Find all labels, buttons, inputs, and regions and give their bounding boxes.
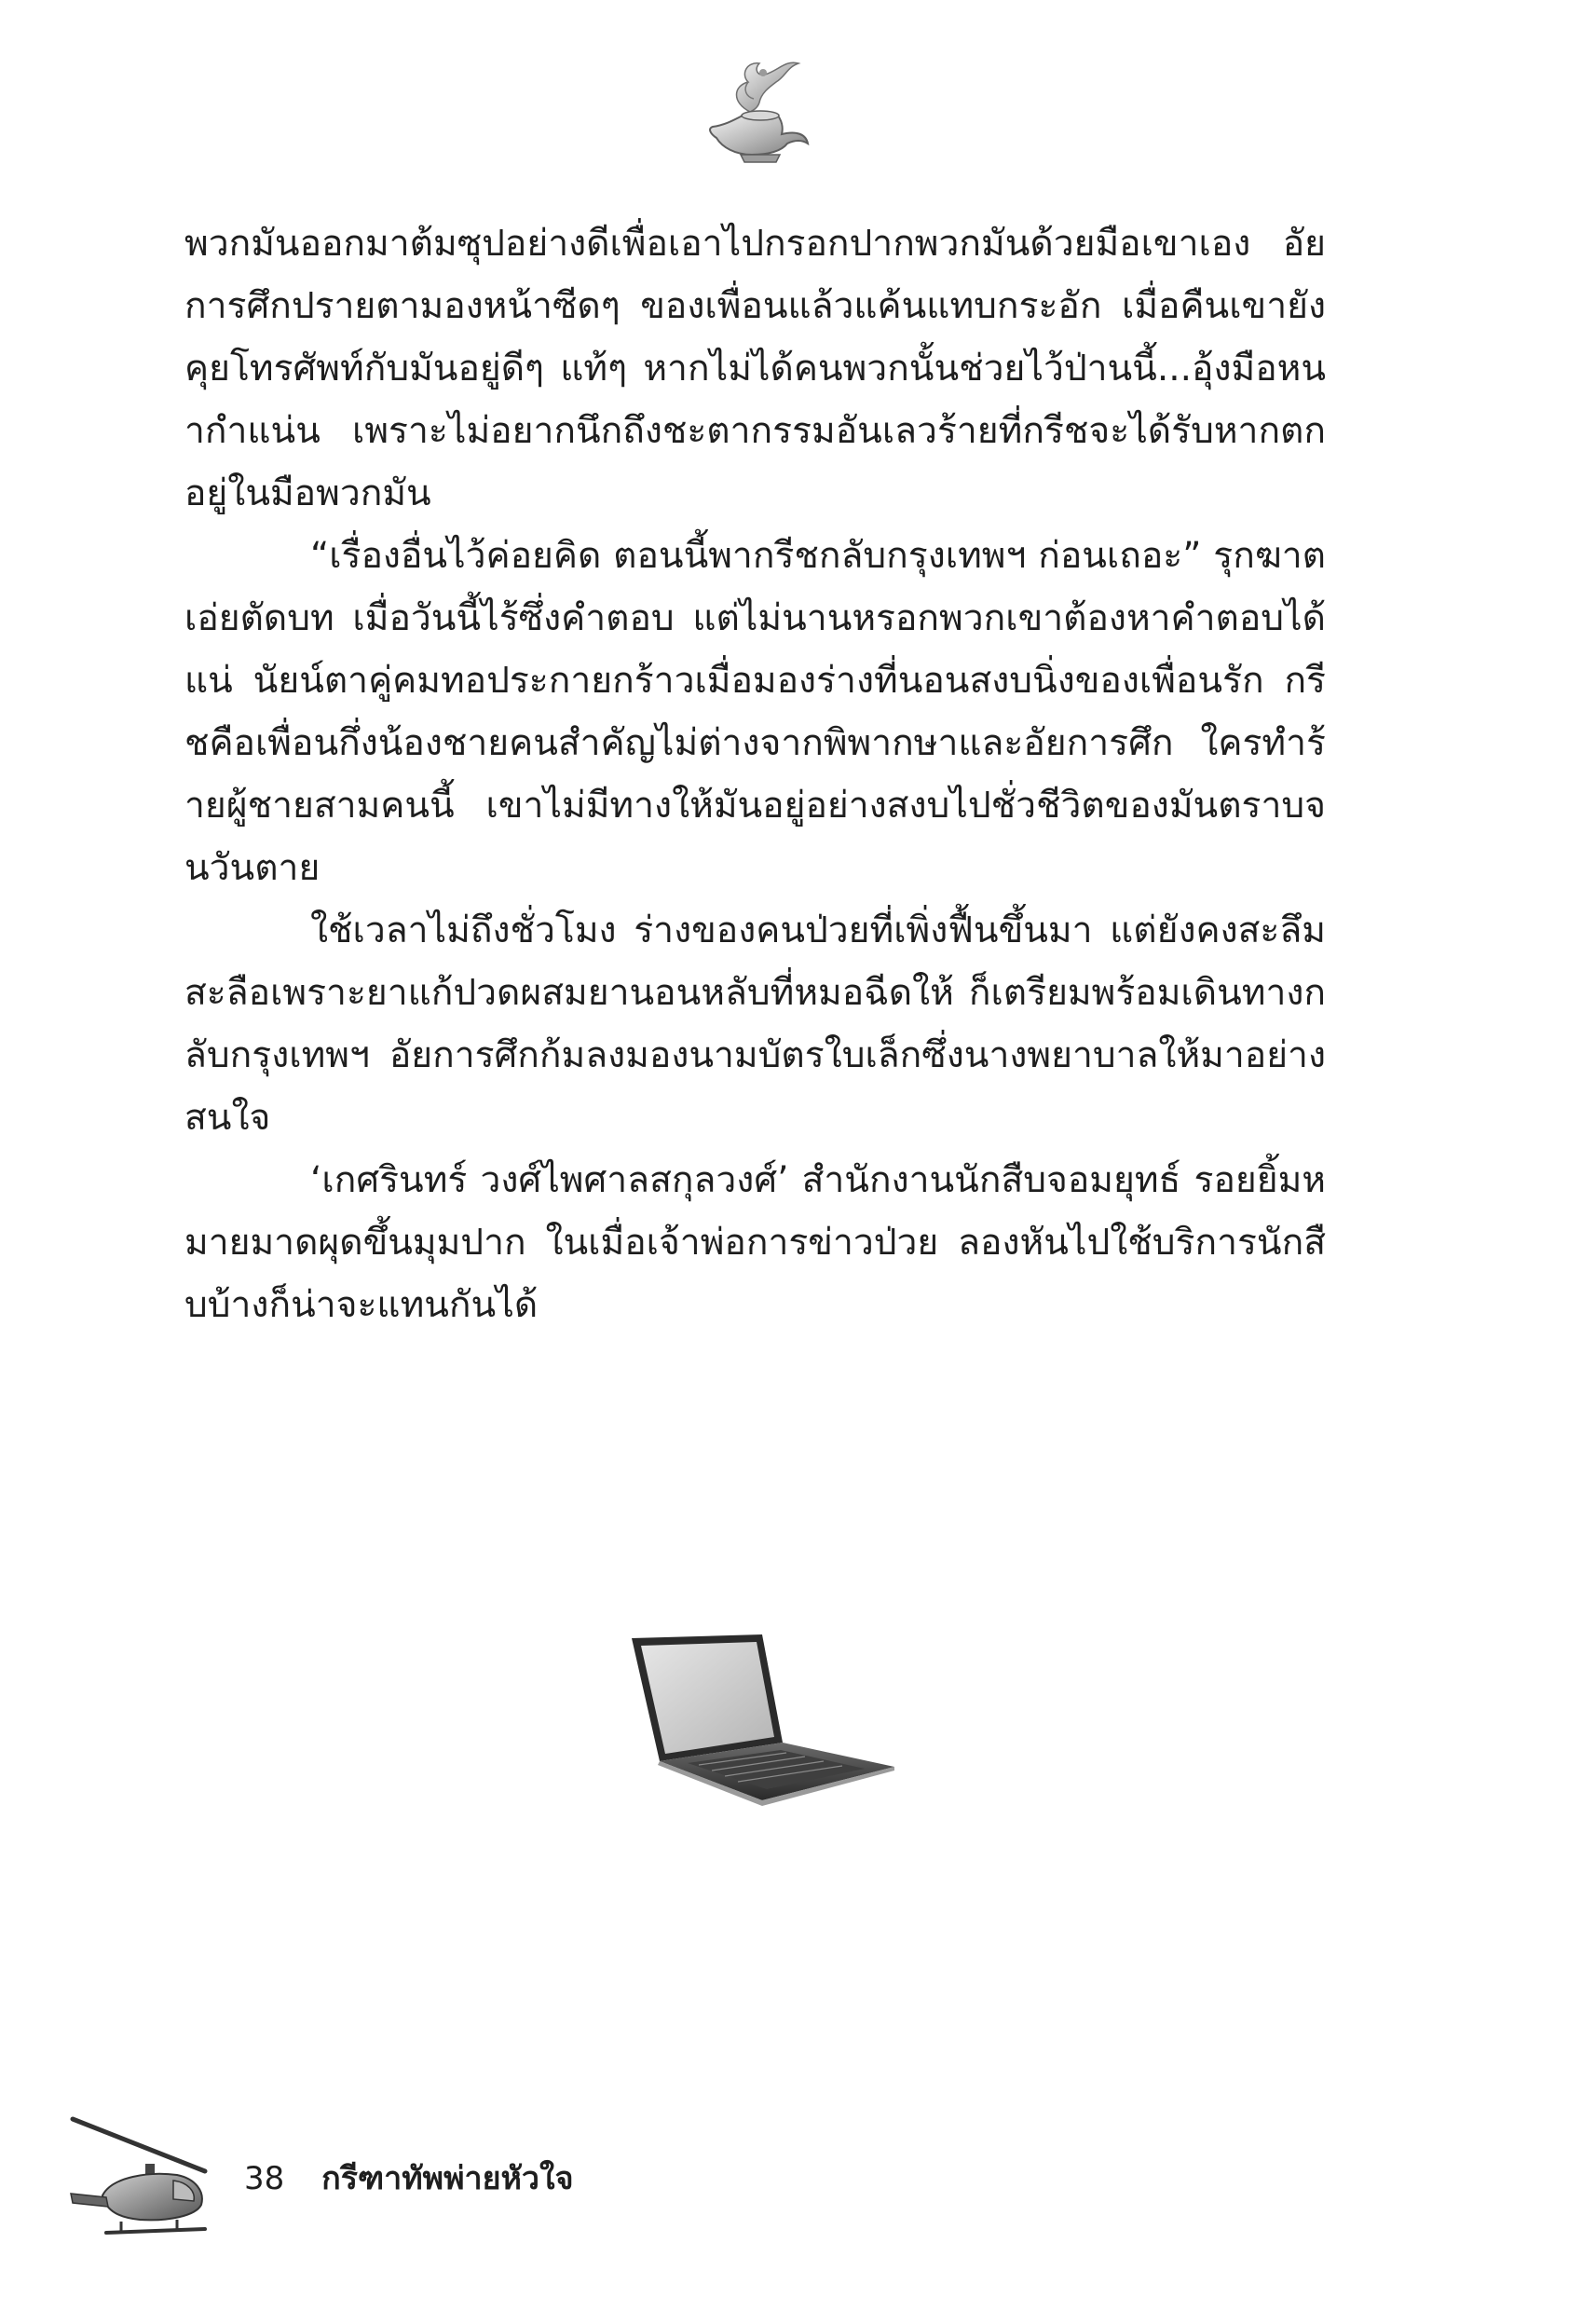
- paragraph: “เรื่องอื่นไว้ค่อยคิด ตอนนี้พากรีชกลับกรุงเทพฯ ก่อนเถอะ” รุกฆาตเอ่ยตัดบท เมื่อวันนี้ไร้ซึ่งคำตอบ แต่ไม่นานหรอกพวกเขาต้องหาคำตอบได้แน่ นัยน์ตาคู่คมทอประกายกร้าวเมื่อมองร่างที่นอนสงบนิ่งของเพื่อนรัก กรีชคือเพื่อนกึ่งน้องชายคนสำคัญไม่ต่างจากพิพากษาและอัยการศึก ใครทำร้ายผู้ชายสามคนนี้ เขาไม่มีทางให้มันอยู่อย่างสงบไปชั่วชีวิตของมันตราบจนวันตาย: [184, 535, 1326, 889]
- book-title: กรีฑาทัพพ่ายหัวใจ: [321, 2160, 574, 2197]
- body-text: [184, 212, 1326, 1336]
- page-footer: [244, 2158, 574, 2199]
- paragraph: ‘เกศรินทร์ วงศ์ไพศาลสกุลวงศ์’ สำนักงานนักสืบจอมยุทธ์ รอยยิ้มหมายมาดผุดขึ้นมุมปาก ในเมื่อเจ้าพ่อการข่าวป่วย ลองหันไปใช้บริการนักสืบบ้างก็น่าจะแทนกันได้: [184, 1159, 1326, 1326]
- helicopter-icon: [65, 2106, 233, 2246]
- magic-lamp-icon: [694, 54, 815, 166]
- paragraph: พวกมันออกมาต้มซุปอย่างดีเพื่อเอาไปกรอกปากพวกมันด้วยมือเขาเอง อัยการศึกปรายตามองหน้าซีดๆ ของเพื่อนแล้วแค้นแทบกระอัก เมื่อคืนเขายังคุยโทรศัพท์กับมันอยู่ดีๆ แท้ๆ หากไม่ได้คนพวกนั้นช่วยไว้ป่านนี้...อุ้งมือหนากำแน่น เพราะไม่อยากนึกถึงชะตากรรมอันเลวร้ายที่กรีชจะได้รับหากตกอยู่ในมือพวกมัน: [184, 223, 1326, 514]
- laptop-icon: [622, 1631, 902, 1808]
- paragraph: ใช้เวลาไม่ถึงชั่วโมง ร่างของคนป่วยที่เพิ่งฟื้นขึ้นมา แต่ยังคงสะลึมสะลือเพราะยาแก้ปวดผสมยานอนหลับที่หมอฉีดให้ ก็เตรียมพร้อมเดินทางกลับกรุงเทพฯ อัยการศึกก้มลงมองนามบัตรใบเล็กซึ่งนางพยาบาลให้มาอย่างสนใจ: [184, 909, 1326, 1139]
- page-number: 38: [244, 2160, 285, 2197]
